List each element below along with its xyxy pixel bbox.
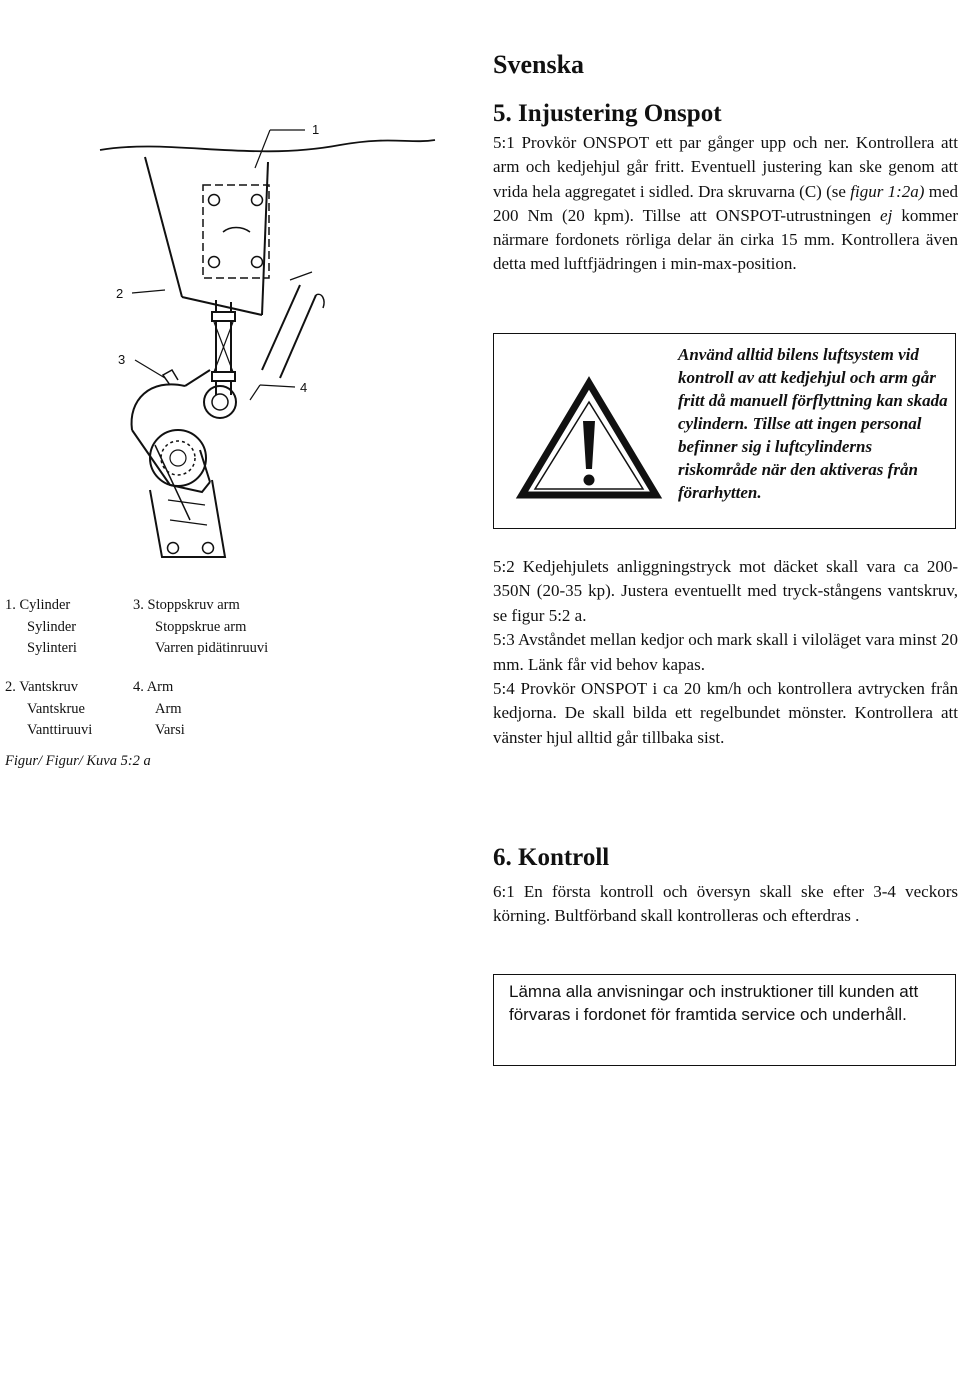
legend-item-arm bbox=[133, 677, 185, 742]
note-text: Lämna alla anvisningar och instruktioner till kunden att förvaras i fordonet för framtida service och underhåll. bbox=[509, 982, 919, 1025]
legend-number: 4. bbox=[133, 679, 144, 695]
legend-number: 2. bbox=[5, 679, 16, 695]
legend-line: Arm bbox=[146, 679, 174, 695]
legend-line: Stoppskrue arm bbox=[155, 618, 247, 635]
paragraph-5-1-lead: 5:1 Provkör ONSPOT ett par gånger upp och ner. Kontrollera att arm och kedjehjul går fritt. Eventuell justering kan ske genom att vrida hela aggregatet i sidled. Dra skruvarna (C) (se bbox=[493, 133, 958, 201]
legend-line: Varren pidätinruuvi bbox=[155, 640, 269, 656]
legend-item-cylinder bbox=[5, 595, 77, 660]
warning-triangle-icon bbox=[514, 373, 664, 503]
legend-number: 3. bbox=[133, 597, 144, 613]
legend-line: Vantskrue bbox=[27, 700, 85, 717]
paragraph-6-1: 6:1 En första kontroll och översyn skall ske efter 3-4 veckors körning. Bultförband skall kontrolleras och efterdras . bbox=[493, 882, 958, 926]
callout-4: 4 bbox=[300, 380, 308, 395]
paragraph-5-1-tail: kommer närmare fordonets rörliga delar än cirka 15 mm. Kontrollera även detta med luftfjädringen i min-max-position. bbox=[493, 205, 958, 274]
warning-text: Använd alltid bilens luftsystem vid kontroll av att kedjehjul och arm går fritt då manuell förflyttning kan skada cylindern. Tillse att ingen personal befinner sig i luftcylinderns riskområde när den aktiveras från förarhytten. bbox=[678, 345, 948, 502]
legend-line: Vantskruv bbox=[19, 679, 79, 695]
callout-1: 1 bbox=[312, 122, 320, 137]
legend-number: 1. bbox=[5, 597, 16, 613]
language-header: Svenska bbox=[493, 50, 585, 79]
legend-line: Varsi bbox=[155, 722, 185, 738]
callout-2: 2 bbox=[116, 286, 124, 301]
paragraph-5-1-mid: med 200 Nm (20 kpm). Tillse att ONSPOT-utrustningen bbox=[493, 181, 958, 225]
onspot-assembly-diagram bbox=[90, 100, 450, 580]
legend-item-turnbuckle bbox=[5, 677, 92, 742]
paragraph-5-4: 5:4 Provkör ONSPOT i ca 20 km/h och kontrollera avtrycken från kedjorna. De skall bilda ett regelbundet mönster. Kontrollera att vänster hjul alltid går tillbaka sist. bbox=[493, 679, 958, 747]
legend-line: Sylinteri bbox=[27, 640, 77, 656]
paragraph-5-3: 5:3 Avståndet mellan kedjor och mark skall i viloläget vara minst 20 mm. Länk får vid behov kapas. bbox=[493, 630, 958, 674]
figure-caption: Figur/ Figur/ Kuva 5:2 a bbox=[5, 753, 151, 769]
emphasis-ej: ej bbox=[880, 205, 893, 225]
legend-line: Vanttiruuvi bbox=[27, 722, 93, 738]
figure-reference: figur 1:2a) bbox=[850, 181, 925, 201]
paragraphs-5-2-to-5-4 bbox=[493, 555, 958, 750]
callout-3: 3 bbox=[118, 352, 126, 367]
legend-line: Sylinder bbox=[27, 618, 77, 635]
legend-line: Stoppskruv arm bbox=[147, 597, 240, 613]
legend-line: Arm bbox=[155, 700, 182, 717]
section-6-title: 6. Kontroll bbox=[493, 844, 610, 871]
paragraph-5-1 bbox=[493, 131, 958, 277]
legend-item-stop-screw bbox=[133, 595, 268, 660]
section-5-title: 5. Injustering Onspot bbox=[493, 100, 722, 127]
paragraph-5-2: 5:2 Kedjehjulets anliggningstryck mot däcket skall vara ca 200-350N (20-35 kp). Justera eventuellt med tryck-stångens vantskruv, se figur 5:2 a. bbox=[493, 557, 958, 625]
legend-line: Cylinder bbox=[19, 597, 71, 613]
